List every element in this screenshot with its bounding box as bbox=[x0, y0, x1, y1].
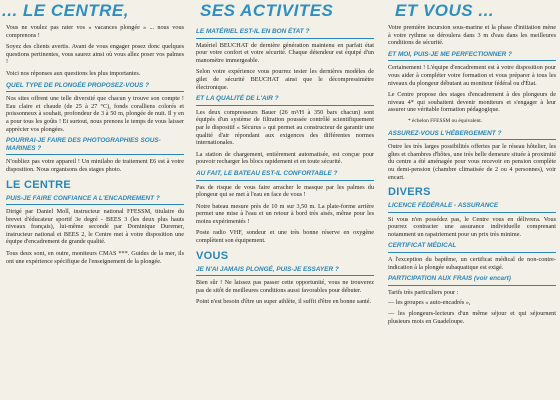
fees-list-item-2: — les plongeurs-lecteurs d'un même séjour et qui séjournent plusieurs mois en Guadeloupe. bbox=[388, 310, 556, 325]
banner-title-centre: ... LE CENTRE, bbox=[2, 1, 129, 20]
answer-equipment-2: Selon votre expérience vous pourrez tester les dernières modèles de gilet de sécurité BEUCHAT ainsi que le décompressimètre électronique. bbox=[196, 68, 374, 91]
answer-boat-2: Notre bateau mesure près de 10 m sur 3,50 m. La plate-forme arrière permet une mise à l'eau et un retour à bord très aisés, même pour les moins expérimentés ! bbox=[196, 202, 374, 225]
answer-license: Si vous n'en possédez pas, le Centre vous en délivrera. Vous pourrez contracter une assurance individuelle comprenant notamment un rapatriement pour un prix très minime. bbox=[388, 215, 556, 238]
banner-title-activites: SES ACTIVITES bbox=[200, 1, 334, 20]
section-heading-centre: LE CENTRE bbox=[6, 178, 72, 191]
question-supervision: PUIS-JE FAIRE CONFIANCE A L'ENCADREMENT ? bbox=[6, 195, 184, 206]
intro-paragraph-1: Vous ne voulez pas rater vos « vacances plongée » ... nous vous comprenons ! bbox=[6, 24, 184, 39]
answer-supervision: Dirigé par Daniel Moll, instructeur national FFESSM, titulaire du brevet d'éducateur sportif 3e degré - BEES 3 (les deux plus hauts niveaux français), lui-même secondé par Dominique Duremer, instructeur national et BEES 2, le Centre met à votre disposition une équipe d'encadrement de grande qualité. bbox=[6, 208, 184, 246]
question-equipment: LE MATÉRIEL EST-IL EN BON ÉTAT ? bbox=[196, 28, 374, 39]
footnote-ffessm: * échelon FFESSM ou équivalent. bbox=[408, 117, 483, 124]
intro-paragraph-2: Soyez des clients avertis. Avant de vous engager posez donc quelques questions pertinentes, vous saurez ainsi où vous allez poser vos palmes ! bbox=[6, 43, 184, 66]
answer-boat: Pas de risque de vous faire arracher le masque par les palmes du plongeur qui se met à l'eau en face de vous ! bbox=[196, 183, 374, 199]
answer-equipment: Matériel BEUCHAT de dernière génération maintenu en parfait état pour votre confort et votre sécurité. Chaque détendeur est équipé d'un manomètre immergeable. bbox=[196, 41, 374, 64]
answer-air-quality: Les deux compresseurs Bauer (26 m³/H à 350 bars chacun) sont équipés d'un système de filtration poussée contrôlé scientifiquement par le dispositif « Sécurus » qui permet au constructeur de garantir une qualité d'air répondant aux exigences des différentes normes internationales. bbox=[196, 108, 374, 147]
section-heading-vous: VOUS bbox=[196, 249, 229, 262]
answer-supervision-2: Tous deux sont, en outre, moniteurs CMAS ***. Guides de la mer, ils ont une expérience spécifique de l'enseignement de la plongée. bbox=[6, 250, 184, 265]
section-heading-divers: DIVERS bbox=[388, 186, 431, 199]
question-dive-type: QUEL TYPE DE PLONGÉE PROPOSEZ-VOUS ? bbox=[6, 82, 184, 93]
column-left bbox=[6, 24, 184, 400]
question-accommodation: ASSUREZ-VOUS L'HÉBERGEMENT ? bbox=[388, 130, 556, 141]
answer-air-quality-2: La station de chargement, entièrement automatisée, est conçue pour pouvoir recharger les blocs rapidement et en toute sécurité. bbox=[196, 150, 374, 166]
answer-first-dive: Bien sûr ! Ne laissez pas passer cette opportunité, vous ne trouverez pas de sitôt de meilleures conditions aussi favorables pour débuter. bbox=[196, 279, 374, 294]
header-banner bbox=[0, 0, 560, 22]
question-license: LICENCE FÉDÉRALE - ASSURANCE bbox=[388, 202, 556, 213]
answer-initiation: Votre première incursion sous-marine et la phase d'initiation mène à votre rythme se déroulera dans 3 m d'eau dans les meilleures conditions de sécurité. bbox=[388, 24, 556, 47]
answer-photography: N'oubliez pas votre appareil ! Un minilabo de traitement E6 est à votre disposition. Nous organisons des stages photo. bbox=[6, 158, 184, 173]
answer-dive-type: Nos sites offrent une telle diversité que chacun y trouve son compte ! Eau claire et chaude (de 25 à 27 °C), fonds coralliens colorés et poissonneux à souhait, profondeur de 3 à 50 m, plongée de nuit. Il y en a pour tous les goûts ! Et surtout, nous prenons le temps de vous laisser apprécier vos plongées. bbox=[6, 95, 184, 133]
banner-title-vous: ET VOUS ... bbox=[395, 1, 495, 20]
answer-boat-3: Poste radio VHF, sondeur et une très bonne réserve en oxygène complètent son équipement. bbox=[196, 229, 374, 245]
question-fees: PARTICIPATION AUX FRAIS (voir encart) bbox=[388, 275, 556, 286]
answer-improve-2: Le Centre propose des stages d'encadrement à des plongeurs de niveau 4* qui souhaitent devenir moniteurs et s'engager à leur assurer une véritable formation pédagogique. bbox=[388, 91, 556, 114]
column-middle bbox=[196, 24, 374, 400]
answer-improve: Certainement ! L'équipe d'encadrement est à votre disposition pour vous aider à compléter votre formation et vous préparer à tous les niveaux du plongeur débutant au moniteur fédéral ou d'État. bbox=[388, 64, 556, 87]
column-right bbox=[388, 24, 556, 400]
question-photography: POURRAI-JE FAIRE DES PHOTOGRAPHIES SOUS-MARINES ? bbox=[6, 137, 184, 155]
question-boat: AU FAIT, LE BATEAU EST-IL CONFORTABLE ? bbox=[196, 170, 374, 181]
fees-list-item-1: — les groupes « auto-encadrés », bbox=[388, 299, 471, 307]
answer-fees: Tarifs très particuliers pour : bbox=[388, 288, 459, 296]
answer-first-dive-2: Point n'est besoin d'être un super athlète, il suffit d'être en bonne santé. bbox=[196, 298, 372, 306]
question-improve: ET MOI, PUIS-JE ME PERFECTIONNER ? bbox=[388, 51, 556, 62]
question-first-dive: JE N'AI JAMAIS PLONGÉ, PUIS-JE ESSAYER ? bbox=[196, 266, 374, 277]
question-medical: CERTIFICAT MÉDICAL bbox=[388, 242, 556, 253]
answer-accommodation: Outre les très larges possibilités offertes par le réseau hôtelier, les gîtes et chambres d'hôtes, une très belle demeure située à proximité du centre a été aménagée pour vous recevoir en pension complète ou demi-pension (chambre climatisée de 2 ou 4 personnes), voir encart. bbox=[388, 143, 556, 181]
question-air-quality: ET LA QUALITÉ DE L'AIR ? bbox=[196, 95, 374, 106]
intro-paragraph-3: Voici nos réponses aux questions les plus importantes. bbox=[6, 69, 141, 77]
answer-medical: A l'exception du baptême, un certificat médical de non-contre-indication à la plongée subaquatique est exigé. bbox=[388, 256, 556, 271]
